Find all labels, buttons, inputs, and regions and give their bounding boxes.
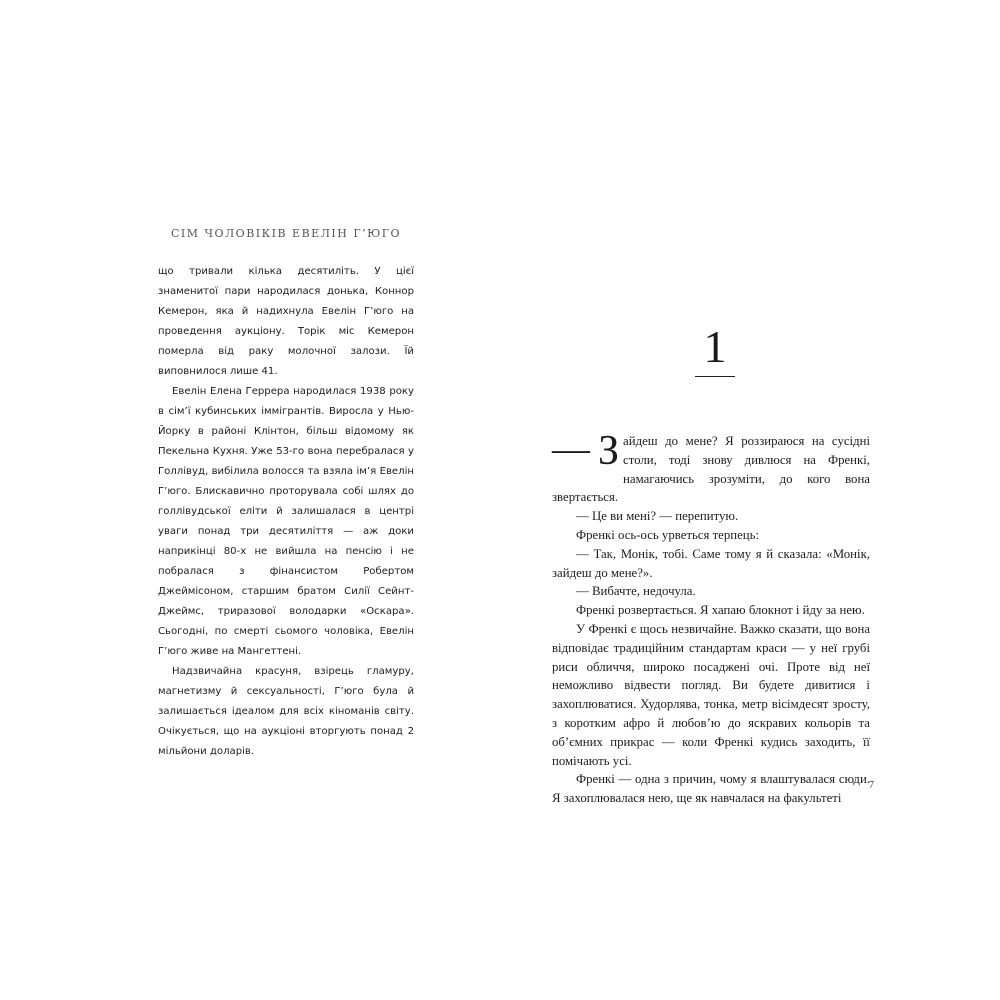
left-page-text	[158, 262, 414, 762]
paragraph: У Френкі є щось незвичайне. Важко сказати, що вона відповідає традиційним стандартам краси — у неї грубі риси обличчя, широко посаджені очі. Проте від неї неможливо відвести погляд. Ви будете дивитися і захоплюватися. Худорлява, тонка, метр вісімдесят зросту, з коротким афро й любов’ю до яскравих кольорів та об’ємних прикрас — коли Френкі кудись заходить, її помічають усі.	[552, 621, 870, 768]
opening-text: айдеш до мене? Я роззираюся на сусідні столи, тоді знову дивлюся на Френкі, намагаючись зрозуміти, до кого вона звертається.	[552, 434, 870, 505]
paragraph: Френкі — одна з причин, чому я влаштувалася сюди. Я захоплювалася нею, ще як навчалася на факультеті	[552, 772, 870, 806]
chapter-rule	[695, 376, 735, 377]
drop-cap-dash: —	[552, 428, 590, 470]
paragraph: Френкі ось-ось урветься терпець:	[576, 527, 760, 542]
paragraph: що тривали кілька десятиліть. У цієї знаменитої пари народилася донька, Коннор Кемерон, яка й надихнула Евелін Г’юго на проведення аукціону. Торік міс Кемерон померла від раку молочної залози. Їй виповнилося лише 41.	[158, 266, 414, 377]
drop-cap-letter: З	[598, 428, 620, 474]
running-head: СІМ ЧОЛОВІКІВ ЕВЕЛІН Г’ЮГО	[170, 227, 402, 240]
paragraph: Евелін Елена Геррера народилася 1938 року в сім’ї кубинських іммігрантів. Виросла у Нью-Йорку в районі Клінтон, більш відомому як Пекельна Кухня. Уже 53-го вона перебралася у Голлівуд, вибілила волосся та взяла ім’я Евелін Г’юго. Блискавично проторувала собі шлях до голлівудської еліти й залишалася в центрі уваги понад три десятиліття — аж доки наприкінці 80-х не вийшла на пенсію і не побралася з фінансистом Робертом Джеймісоном, старшим братом Силії Сейнт-Джеймс, триразової володарки «Оскара». Сьогодні, по смерті сьомого чоловіка, Евелін Г’юго живе на Мангеттені.	[158, 386, 414, 657]
paragraph: Надзвичайна красуня, взірець гламуру, магнетизму й сексуальності, Г’юго була й залишається ідеалом для всіх кіноманів світу. Очікується, що на аукціоні вторгують понад 2 мільйони доларів.	[158, 666, 414, 757]
opening-paragraph	[552, 428, 870, 507]
paragraph: Френкі розвертається. Я хапаю блокнот і йду за нею.	[576, 603, 865, 618]
paragraph: — Це ви мені? — перепитую.	[576, 509, 739, 524]
paragraph: — Так, Монік, тобі. Саме тому я й сказала: «Монік, зайдеш до мене?».	[552, 546, 870, 580]
paragraph: — Вибачте, недочула.	[576, 584, 696, 599]
chapter-number: 1	[703, 321, 727, 372]
page-number: 7	[869, 780, 874, 791]
right-page-text	[552, 428, 870, 808]
drop-cap	[552, 428, 620, 474]
